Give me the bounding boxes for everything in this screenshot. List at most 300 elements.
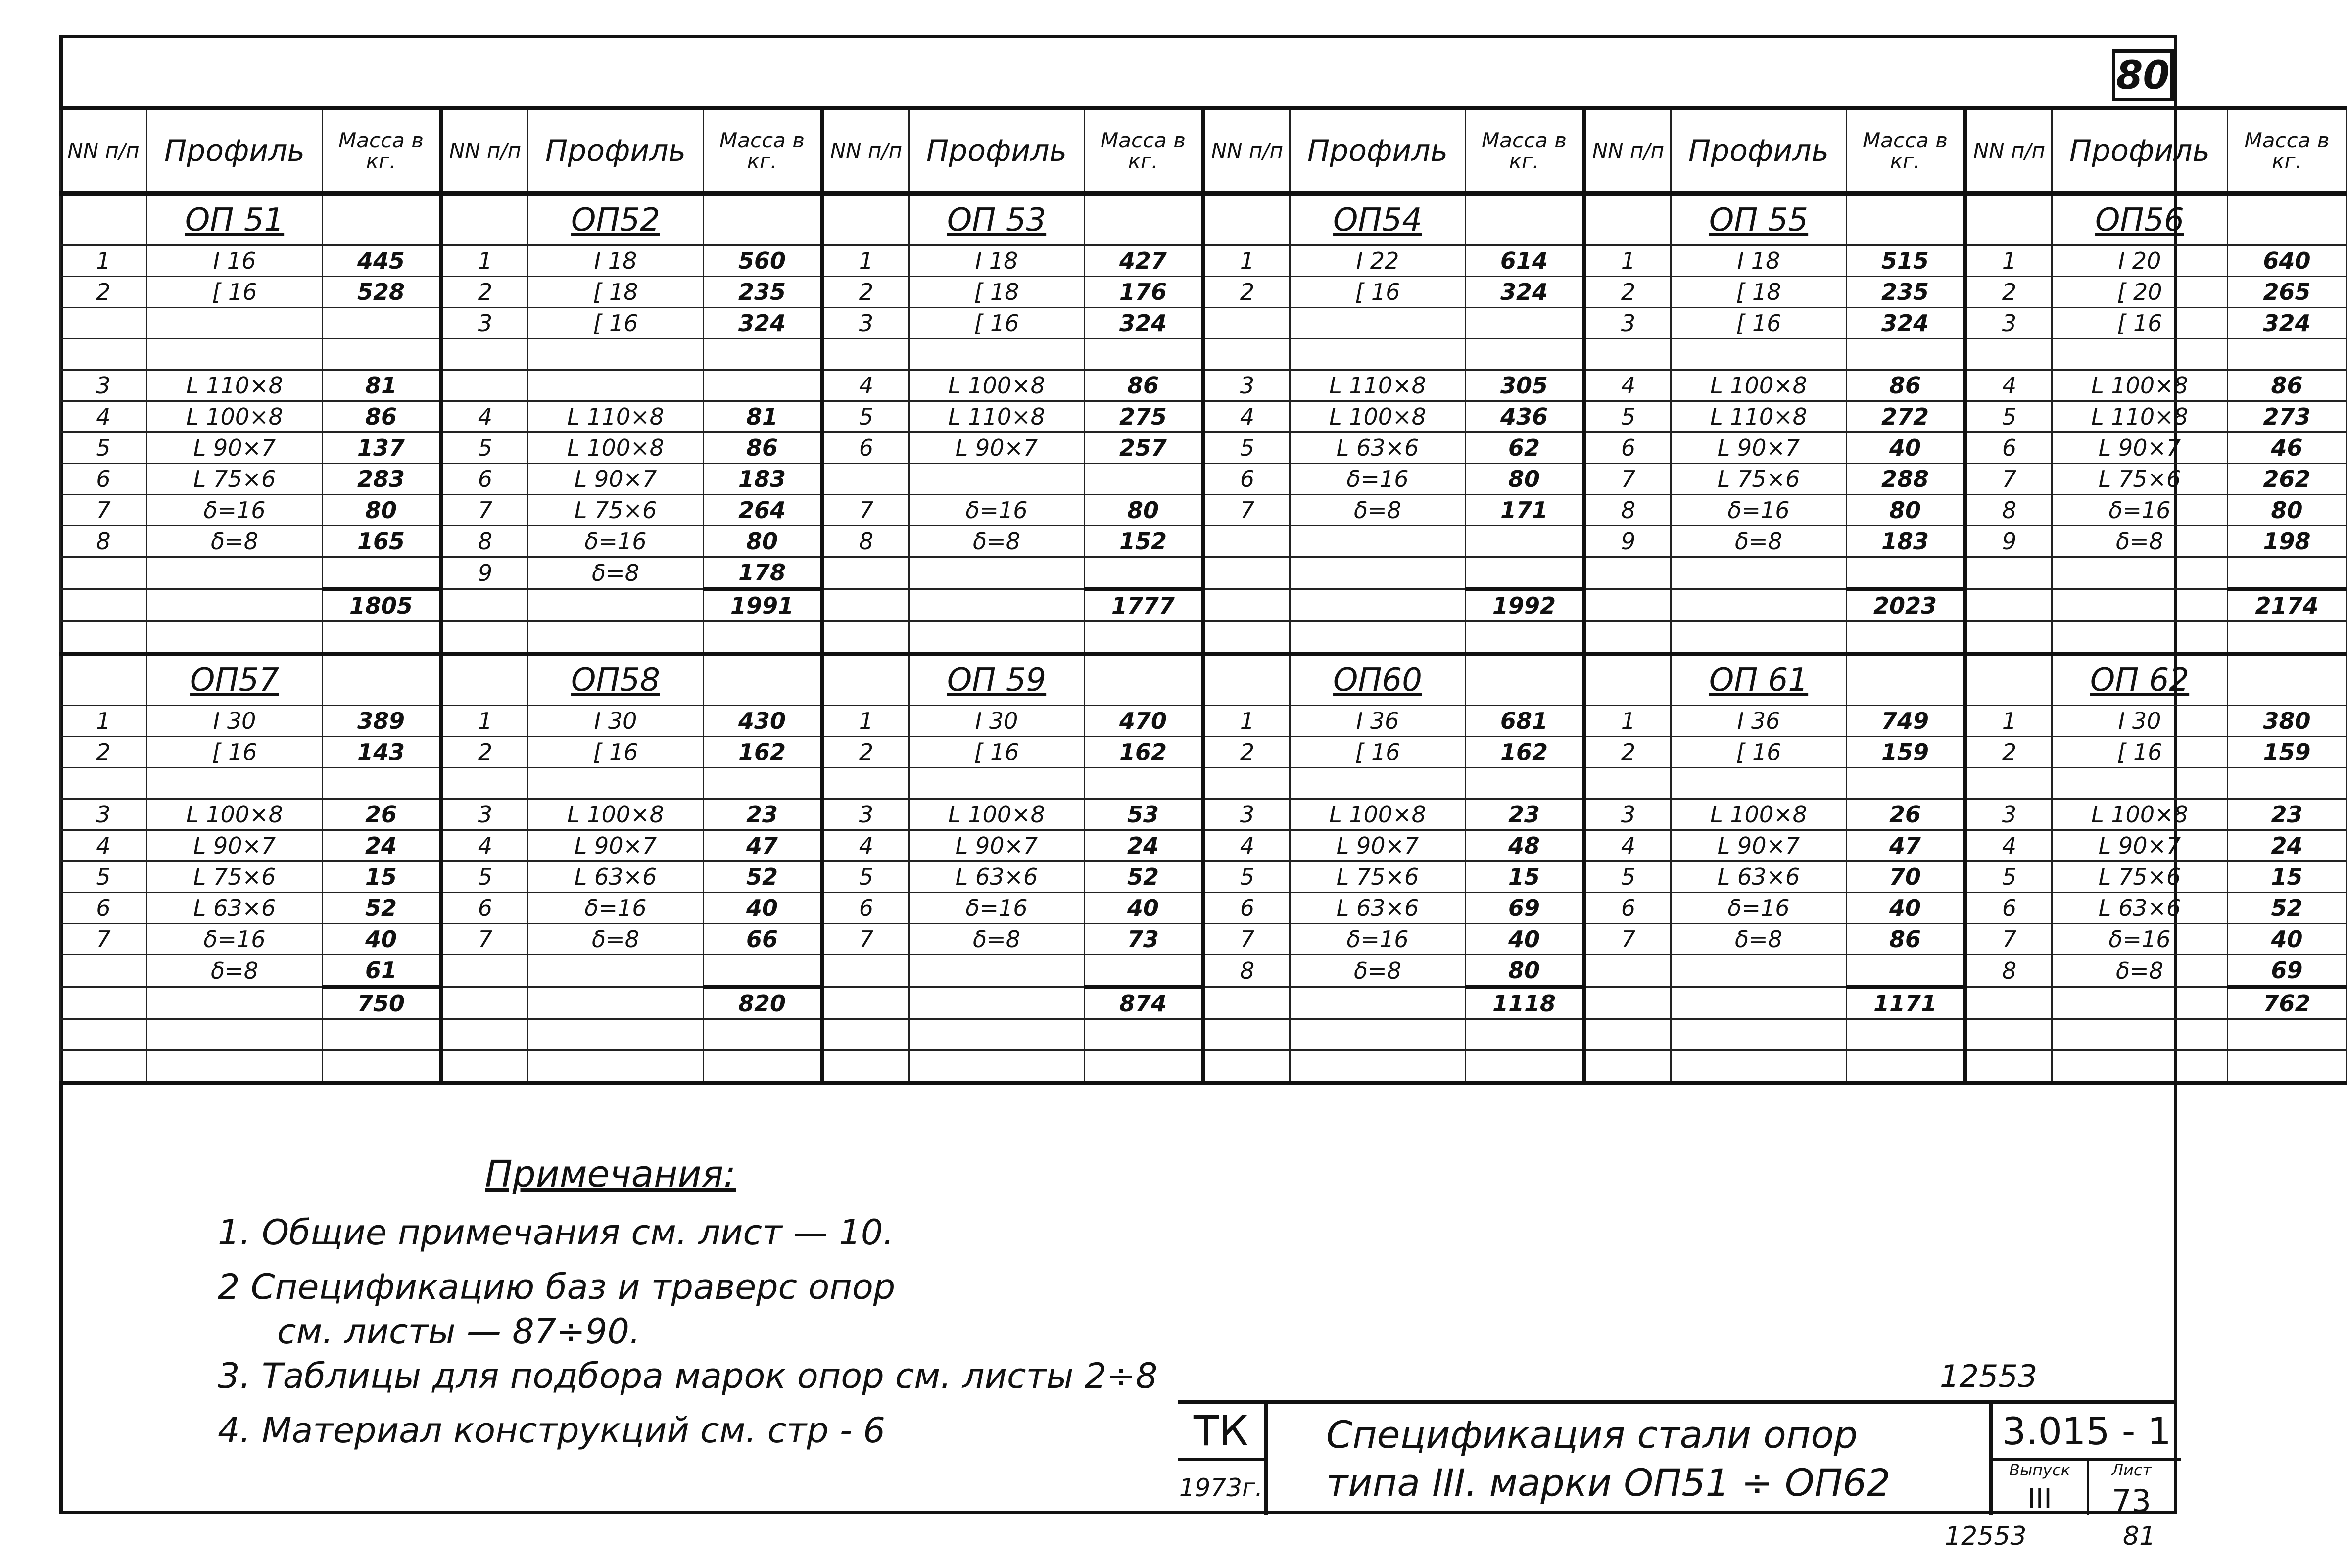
profile-cell: [ 16	[1290, 737, 1466, 768]
mass-cell: 80	[2228, 495, 2347, 526]
profile-cell: L 100×8	[909, 799, 1085, 830]
empty-cell	[1965, 1050, 2052, 1083]
mark-label: ОП54	[1333, 202, 1422, 238]
mass-cell: 324	[2228, 308, 2347, 339]
mass-cell	[1085, 955, 1203, 987]
mark-label: ОП57	[190, 662, 279, 699]
profile-cell: [ 16	[2052, 308, 2228, 339]
profile-cell: I 36	[1290, 706, 1466, 737]
mass-cell: 23	[2228, 799, 2347, 830]
row-number: 5	[441, 861, 528, 893]
profile-cell: L 110×8	[909, 401, 1085, 432]
row-number: 1	[1965, 706, 2052, 737]
profile-cell: L 100×8	[147, 799, 323, 830]
profile-cell: [ 16	[909, 308, 1085, 339]
mark-cell-mass	[1466, 654, 1584, 706]
mass-cell: 427	[1085, 245, 1203, 277]
table-row	[60, 830, 2347, 861]
profile-cell: [ 18	[909, 277, 1085, 308]
row-number	[1584, 557, 1671, 589]
mass-cell	[704, 768, 822, 799]
mass-cell	[1847, 955, 1965, 987]
mass-cell: 47	[704, 830, 822, 861]
row-number: 7	[60, 924, 147, 955]
profile-cell: L 63×6	[1671, 861, 1847, 893]
empty-cell	[1085, 1019, 1203, 1050]
mass-cell	[2228, 557, 2347, 589]
mass-cell: 198	[2228, 526, 2347, 557]
note-2: 2 Спецификацию баз и траверс опор	[218, 1267, 896, 1307]
profile-cell: δ=8	[909, 924, 1085, 955]
total-mass: 874	[1085, 987, 1203, 1019]
empty-cell	[1466, 1050, 1584, 1083]
table-row	[60, 495, 2347, 526]
total-nn	[441, 589, 528, 621]
mass-cell: 183	[704, 464, 822, 495]
mark-cell-nn	[1965, 654, 2052, 706]
mark-name	[909, 654, 1085, 706]
mass-cell: 23	[1466, 799, 1584, 830]
row-number: 6	[441, 893, 528, 924]
profile-cell	[909, 768, 1085, 799]
profile-cell: L 90×7	[2052, 432, 2228, 464]
profile-cell: L 110×8	[1671, 401, 1847, 432]
empty-cell	[60, 621, 147, 654]
row-number: 4	[441, 830, 528, 861]
mass-cell	[1085, 768, 1203, 799]
mass-cell: 681	[1466, 706, 1584, 737]
mass-cell: 165	[323, 526, 441, 557]
empty-cell	[1290, 621, 1466, 654]
row-number	[60, 308, 147, 339]
mass-cell: 86	[1085, 370, 1203, 401]
row-number: 5	[60, 432, 147, 464]
empty-cell	[704, 621, 822, 654]
profile-cell	[1671, 557, 1847, 589]
mark-cell-nn	[441, 194, 528, 245]
mark-label: ОП58	[571, 662, 660, 699]
row-number	[441, 955, 528, 987]
row-number: 2	[60, 737, 147, 768]
empty-cell	[147, 621, 323, 654]
page-number-bottom: 81	[2123, 1521, 2156, 1551]
mass-cell: 80	[1085, 495, 1203, 526]
profile-cell: δ=8	[1290, 955, 1466, 987]
mass-cell	[2228, 339, 2347, 370]
mass-cell: 273	[2228, 401, 2347, 432]
row-number: 7	[441, 924, 528, 955]
row-number	[1203, 557, 1290, 589]
empty-cell	[2228, 621, 2347, 654]
row-number: 2	[1203, 737, 1290, 768]
row-number	[441, 339, 528, 370]
row-number	[1965, 557, 2052, 589]
mass-cell	[1085, 557, 1203, 589]
row-number: 2	[1584, 737, 1671, 768]
profile-cell: δ=8	[909, 526, 1085, 557]
row-number	[1965, 768, 2052, 799]
profile-cell: I 18	[528, 245, 704, 277]
row-number: 5	[822, 401, 909, 432]
empty-cell	[1290, 1019, 1466, 1050]
mass-cell	[323, 308, 441, 339]
profile-cell: L 110×8	[147, 370, 323, 401]
profile-cell: L 90×7	[528, 464, 704, 495]
profile-cell: [ 16	[528, 308, 704, 339]
note-1: 1. Общие примечания см. лист — 10.	[218, 1212, 894, 1253]
empty-row	[60, 1019, 2347, 1050]
inventory-number-top: 12553	[1940, 1358, 2038, 1394]
mass-cell: 283	[323, 464, 441, 495]
mass-cell: 640	[2228, 245, 2347, 277]
row-number: 8	[1584, 495, 1671, 526]
header-profile: Профиль	[2052, 108, 2228, 194]
mass-cell	[704, 955, 822, 987]
profile-cell	[909, 955, 1085, 987]
profile-cell: [ 16	[1290, 277, 1466, 308]
mass-cell: 73	[1085, 924, 1203, 955]
mark-name	[1290, 194, 1466, 245]
row-number: 6	[1584, 432, 1671, 464]
total-nn	[1584, 987, 1671, 1019]
empty-cell	[2228, 1019, 2347, 1050]
mass-cell: 389	[323, 706, 441, 737]
mark-name	[909, 194, 1085, 245]
mass-cell: 46	[2228, 432, 2347, 464]
mass-cell: 81	[704, 401, 822, 432]
empty-cell	[147, 1019, 323, 1050]
header-nn: NN п/п	[1965, 108, 2052, 194]
empty-cell	[1671, 1019, 1847, 1050]
total-profile	[528, 589, 704, 621]
empty-cell	[323, 1019, 441, 1050]
empty-cell	[822, 1019, 909, 1050]
row-number: 2	[1203, 277, 1290, 308]
table-row	[60, 955, 2347, 987]
mark-label: ОП 61	[1709, 662, 1809, 699]
mass-cell: 80	[323, 495, 441, 526]
mass-cell: 265	[2228, 277, 2347, 308]
mass-cell	[323, 557, 441, 589]
header-mass: Масса в кг.	[2228, 108, 2347, 194]
mass-cell: 445	[323, 245, 441, 277]
empty-cell	[441, 621, 528, 654]
profile-cell	[909, 464, 1085, 495]
mass-cell	[1085, 339, 1203, 370]
row-number: 3	[822, 799, 909, 830]
mass-cell: 61	[323, 955, 441, 987]
mass-cell: 86	[1847, 370, 1965, 401]
empty-cell	[1847, 621, 1965, 654]
total-nn	[1584, 589, 1671, 621]
row-number: 5	[1203, 861, 1290, 893]
stamp-vypusk: III	[1989, 1483, 2089, 1515]
row-number: 3	[1584, 308, 1671, 339]
profile-cell: L 90×7	[2052, 830, 2228, 861]
total-profile	[909, 987, 1085, 1019]
mass-cell: 264	[704, 495, 822, 526]
profile-cell: L 100×8	[528, 432, 704, 464]
mark-label: ОП 53	[947, 202, 1047, 238]
mass-cell: 24	[323, 830, 441, 861]
stamp-list: 73	[2112, 1483, 2151, 1519]
mass-cell: 15	[323, 861, 441, 893]
empty-cell	[909, 1019, 1085, 1050]
empty-cell	[822, 1050, 909, 1083]
profile-cell: L 90×7	[1290, 830, 1466, 861]
mass-cell: 162	[1085, 737, 1203, 768]
header-profile: Профиль	[528, 108, 704, 194]
mark-cell-nn	[1584, 654, 1671, 706]
profile-cell: L 90×7	[147, 830, 323, 861]
empty-cell	[1847, 1050, 1965, 1083]
profile-cell: L 75×6	[147, 464, 323, 495]
mass-cell: 40	[323, 924, 441, 955]
row-number: 6	[1203, 464, 1290, 495]
profile-cell: [ 16	[909, 737, 1085, 768]
empty-cell	[1085, 1050, 1203, 1083]
row-number: 8	[822, 526, 909, 557]
mark-cell-nn	[60, 654, 147, 706]
table-row	[60, 924, 2347, 955]
empty-cell	[704, 1019, 822, 1050]
mass-cell: 324	[1085, 308, 1203, 339]
profile-cell	[147, 768, 323, 799]
total-nn	[60, 589, 147, 621]
row-number: 9	[441, 557, 528, 589]
total-nn	[822, 987, 909, 1019]
profile-cell: δ=8	[1671, 924, 1847, 955]
mass-cell	[323, 339, 441, 370]
profile-cell: L 100×8	[1290, 799, 1466, 830]
profile-cell	[528, 370, 704, 401]
profile-cell: I 30	[147, 706, 323, 737]
profile-cell: L 63×6	[147, 893, 323, 924]
empty-cell	[323, 1050, 441, 1083]
empty-cell	[323, 621, 441, 654]
stamp-vypusk-label: Выпуск	[1989, 1461, 2089, 1483]
profile-cell: I 16	[147, 245, 323, 277]
total-profile	[2052, 987, 2228, 1019]
profile-cell: δ=16	[147, 495, 323, 526]
note-2-cont: см. листы — 87÷90.	[277, 1311, 641, 1352]
mass-cell: 52	[2228, 893, 2347, 924]
profile-cell: L 100×8	[909, 370, 1085, 401]
note-3: 3. Таблицы для подбора марок опор см. листы 2÷8	[218, 1356, 1158, 1396]
mass-cell: 262	[2228, 464, 2347, 495]
profile-cell: δ=16	[1671, 495, 1847, 526]
profile-cell: L 100×8	[2052, 799, 2228, 830]
row-number: 6	[1965, 432, 2052, 464]
empty-cell	[1584, 1019, 1671, 1050]
specification-table	[59, 106, 2347, 1085]
row-number: 5	[1584, 401, 1671, 432]
profile-cell	[909, 557, 1085, 589]
total-profile	[1671, 589, 1847, 621]
row-number: 6	[1965, 893, 2052, 924]
row-number: 7	[822, 924, 909, 955]
row-number: 1	[1965, 245, 2052, 277]
total-row	[60, 589, 2347, 621]
row-number	[60, 955, 147, 987]
mass-cell: 26	[323, 799, 441, 830]
row-number: 3	[441, 799, 528, 830]
mass-cell: 80	[704, 526, 822, 557]
mass-cell: 86	[323, 401, 441, 432]
profile-cell	[528, 339, 704, 370]
profile-cell: L 110×8	[528, 401, 704, 432]
row-number: 6	[441, 464, 528, 495]
empty-cell	[528, 1050, 704, 1083]
profile-cell: δ=16	[909, 893, 1085, 924]
mark-cell-nn	[822, 194, 909, 245]
total-mass: 1777	[1085, 589, 1203, 621]
profile-cell: L 110×8	[2052, 401, 2228, 432]
profile-cell: I 36	[1671, 706, 1847, 737]
mark-cell-nn	[1584, 194, 1671, 245]
total-nn	[1965, 987, 2052, 1019]
empty-cell	[2052, 1019, 2228, 1050]
header-nn: NN п/п	[1203, 108, 1290, 194]
mark-name	[1290, 654, 1466, 706]
mass-cell: 52	[1085, 861, 1203, 893]
row-number: 1	[822, 706, 909, 737]
row-number: 4	[1965, 830, 2052, 861]
mass-cell: 171	[1466, 495, 1584, 526]
row-number: 6	[822, 893, 909, 924]
profile-cell: L 90×7	[909, 830, 1085, 861]
header-nn: NN п/п	[441, 108, 528, 194]
profile-cell: L 75×6	[2052, 861, 2228, 893]
mass-cell: 86	[704, 432, 822, 464]
empty-cell	[528, 1019, 704, 1050]
mass-cell: 69	[2228, 955, 2347, 987]
profile-cell	[528, 955, 704, 987]
total-profile	[1290, 987, 1466, 1019]
profile-cell	[1290, 339, 1466, 370]
mark-cell-mass	[1847, 654, 1965, 706]
mass-cell: 40	[2228, 924, 2347, 955]
header-profile: Профиль	[1671, 108, 1847, 194]
mass-cell: 288	[1847, 464, 1965, 495]
profile-cell: δ=16	[2052, 924, 2228, 955]
profile-cell: δ=8	[528, 924, 704, 955]
row-number	[822, 557, 909, 589]
row-number: 1	[1203, 245, 1290, 277]
header-mass: Масса в кг.	[1847, 108, 1965, 194]
mark-cell-mass	[1466, 194, 1584, 245]
mass-cell: 26	[1847, 799, 1965, 830]
inventory-number-bottom: 12553	[1945, 1521, 2027, 1551]
profile-cell: δ=16	[909, 495, 1085, 526]
row-number: 4	[60, 401, 147, 432]
empty-cell	[1290, 1050, 1466, 1083]
mass-cell: 53	[1085, 799, 1203, 830]
profile-cell: L 100×8	[1671, 370, 1847, 401]
stamp-year: 1973г.	[1178, 1461, 1268, 1515]
mark-label: ОП60	[1333, 662, 1422, 699]
profile-cell: [ 16	[528, 737, 704, 768]
row-number: 2	[441, 737, 528, 768]
row-number: 7	[1584, 464, 1671, 495]
mass-cell: 24	[2228, 830, 2347, 861]
row-number	[822, 464, 909, 495]
table-header-row	[60, 108, 2347, 194]
row-number	[822, 339, 909, 370]
profile-cell: δ=8	[147, 526, 323, 557]
empty-cell	[147, 1050, 323, 1083]
mass-cell: 62	[1466, 432, 1584, 464]
page-number: 80	[2112, 49, 2174, 101]
row-number: 2	[441, 277, 528, 308]
profile-cell: [ 18	[1671, 277, 1847, 308]
empty-cell	[909, 621, 1085, 654]
profile-cell: L 90×7	[147, 432, 323, 464]
table-row	[60, 799, 2347, 830]
mass-cell: 159	[2228, 737, 2347, 768]
mass-cell: 66	[704, 924, 822, 955]
profile-cell: L 100×8	[528, 799, 704, 830]
profile-cell: I 22	[1290, 245, 1466, 277]
row-number: 8	[441, 526, 528, 557]
table-row	[60, 557, 2347, 589]
mark-cell-nn	[441, 654, 528, 706]
mass-cell: 70	[1847, 861, 1965, 893]
empty-cell	[1203, 1050, 1290, 1083]
total-nn	[1203, 589, 1290, 621]
mark-cell-nn	[822, 654, 909, 706]
profile-cell: δ=8	[147, 955, 323, 987]
row-number	[441, 370, 528, 401]
mark-row	[60, 654, 2347, 706]
mass-cell: 52	[704, 861, 822, 893]
total-mass: 1118	[1466, 987, 1584, 1019]
row-number	[822, 955, 909, 987]
mass-cell	[1466, 557, 1584, 589]
row-number	[1584, 768, 1671, 799]
profile-cell	[528, 768, 704, 799]
row-number	[1584, 955, 1671, 987]
mark-name	[147, 654, 323, 706]
mark-label: ОП56	[2095, 202, 2184, 238]
profile-cell: δ=8	[2052, 526, 2228, 557]
mass-cell: 40	[1847, 432, 1965, 464]
mass-cell: 152	[1085, 526, 1203, 557]
empty-cell	[1671, 621, 1847, 654]
mark-name	[528, 654, 704, 706]
empty-cell	[1085, 621, 1203, 654]
profile-cell: δ=16	[1290, 464, 1466, 495]
total-mass: 820	[704, 987, 822, 1019]
total-mass: 1992	[1466, 589, 1584, 621]
row-number	[60, 339, 147, 370]
row-number: 4	[60, 830, 147, 861]
table-row	[60, 464, 2347, 495]
row-number: 1	[60, 706, 147, 737]
profile-cell: I 18	[909, 245, 1085, 277]
mark-cell-nn	[1203, 654, 1290, 706]
table-row	[60, 308, 2347, 339]
mass-cell: 80	[1466, 464, 1584, 495]
mark-name	[147, 194, 323, 245]
row-number: 2	[822, 737, 909, 768]
mass-cell: 40	[1847, 893, 1965, 924]
total-mass: 762	[2228, 987, 2347, 1019]
header-mass: Масса в кг.	[323, 108, 441, 194]
profile-cell: L 75×6	[1671, 464, 1847, 495]
row-number	[1203, 768, 1290, 799]
empty-cell	[1965, 621, 2052, 654]
